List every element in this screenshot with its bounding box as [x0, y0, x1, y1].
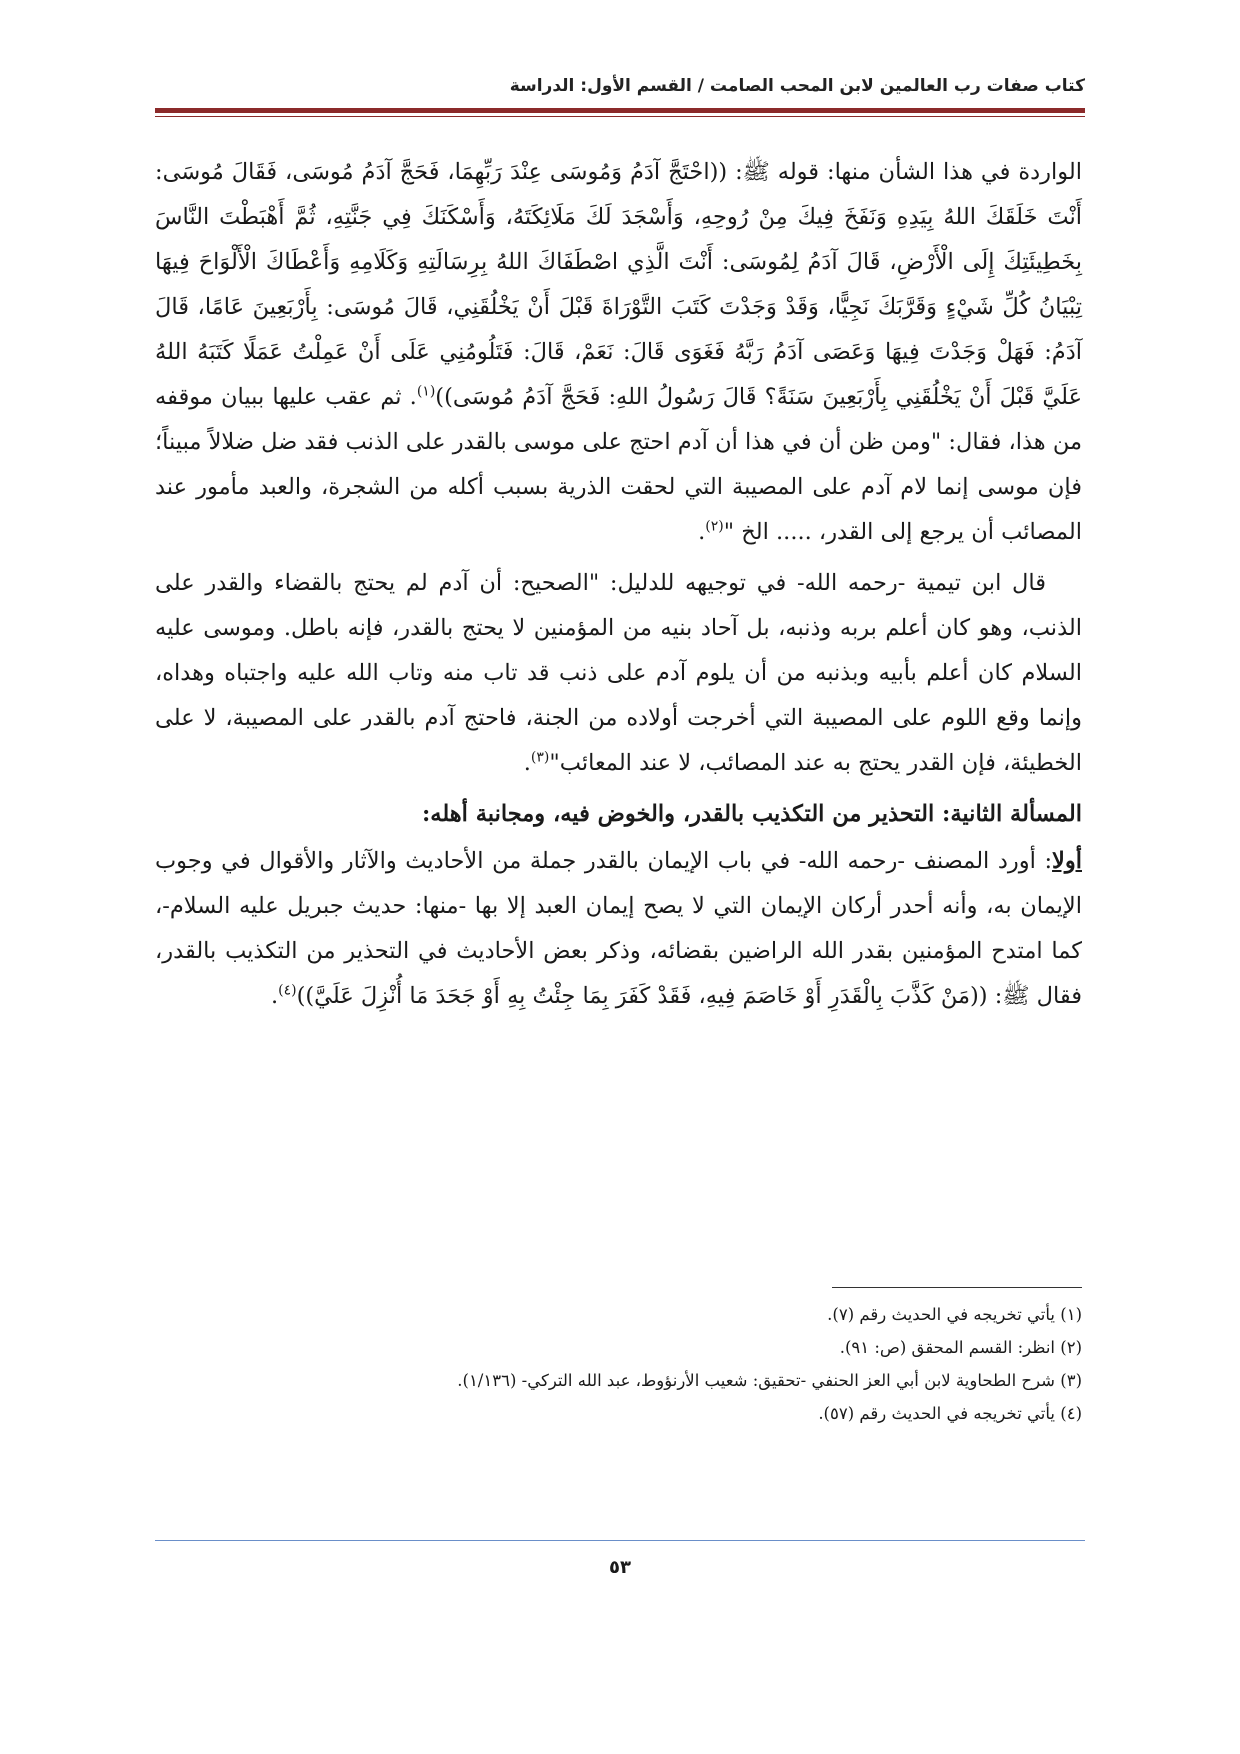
footnote-2: (٢) انظر: القسم المحقق (ص: ٩١). [839, 1338, 1082, 1357]
footnote-ref-4[interactable]: (٤) [278, 982, 297, 999]
hadith-quote-2: ((مَنْ كَذَّبَ بِالْقَدَرِ أَوْ خَاصَمَ فِيهِ، فَقَدْ كَفَرَ بِمَا جِئْتُ بِهِ أَوْ جَحَدَ مَا أُنْزِلَ عَلَيَّ)) [296, 983, 988, 1009]
footer-rule [155, 1540, 1085, 1541]
footnote-4: (٤) يأتي تخريجه في الحديث رقم (٥٧). [818, 1404, 1082, 1423]
footnote-ref-2[interactable]: (٢) [705, 518, 724, 535]
paragraph-3-end: . [270, 983, 279, 1009]
running-header-title: كتاب صفات رب العالمين لابن المحب الصامت / القسم الأول: الدراسة [509, 76, 1085, 96]
section-heading: المسألة الثانية: التحذير من التكذيب بالقدر، والخوض فيه، ومجانبة أهله: [421, 801, 1082, 827]
footnotes [155, 1298, 1082, 1430]
footnote-3: (٣) شرح الطحاوية لابن أبي العز الحنفي -تحقيق: شعيب الأرنؤوط، عبد الله التركي- (١/١٣٦). [457, 1371, 1082, 1390]
hadith-quote-1: ((احْتَجَّ آدَمُ وَمُوسَى عِنْدَ رَبِّهِمَا، فَحَجَّ آدَمُ مُوسَى، فَقَالَ مُوسَى: أَنْتَ خَلَقَكَ اللهُ بِيَدِهِ وَنَفَخَ فِيكَ مِنْ رُوحِهِ، وَأَسْجَدَ لَكَ مَلَائِكَتَهُ، وَأَسْكَنَكَ فِي جَنَّتِهِ، ثُمَّ أَهْبَطْتَ النَّاسَ بِخَطِيئَتِكَ إِلَى الْأَرْضِ، قَالَ آدَمُ لِمُوسَى: أَنْتَ الَّذِي اصْطَفَاكَ اللهُ بِرِسَالَتِهِ وَكَلَامِهِ وَأَعْطَاكَ الْأَلْوَاحَ فِيهَا تِبْيَانُ كُلِّ شَيْءٍ وَقَرَّبَكَ نَجِيًّا، وَقَدْ وَجَدْتَ كَتَبَ التَّوْرَاةَ قَبْلَ أَنْ يَخْلُقَنِي، قَالَ مُوسَى: بِأَرْبَعِينَ عَامًا، قَالَ آدَمُ: فَهَلْ وَجَدْتَ فِيهَا وَعَصَى آدَمُ رَبَّهُ فَغَوَى قَالَ: نَعَمْ، قَالَ: فَتَلُومُنِي عَلَى أَنْ عَمِلْتُ عَمَلًا كَتَبَهُ اللهُ عَلَيَّ قَبْلَ أَنْ يَخْلُقَنِي بِأَرْبَعِينَ سَنَةً؟ قَالَ رَسُولُ اللهِ: فَحَجَّ آدَمُ مُوسَى)) [155, 159, 1082, 410]
header-rule-thick [155, 108, 1085, 113]
footnote-separator [832, 1287, 1082, 1288]
paragraph-2-text: قال ابن تيمية -رحمه الله- في توجيهه للدليل: "الصحيح: أن آدم لم يحتج بالقضاء والقدر على الذنب، وهو كان أعلم بربه وذنبه، بل آحاد بنيه من المؤمنين لا يحتج بالقدر، فإنه باطل. وموسى عليه السلام كان أعلم بأبيه وبذنبه من أن يلوم آدم على ذنب قد تاب منه وتاب الله عليه واجتباه وهداه، وإنما وقع اللوم على المصيبة التي أخرجت أولاده من الجنة، فاحتج آدم بالقدر على المصيبة، لا على الخطيئة، فإن القدر يحتج به عند المصائب، لا عند المعائب" [155, 570, 1082, 776]
paragraph-1-end: . [698, 519, 706, 545]
paragraph-1 [155, 150, 1082, 555]
paragraph-1-intro: الواردة في هذا الشأن منها: قوله ﷺ: [727, 159, 1082, 185]
footnote-ref-1[interactable]: (١) [416, 383, 436, 400]
header-rule-thin [155, 116, 1085, 117]
main-text [155, 150, 1082, 1025]
paragraph-3-text: : أورد المصنف -رحمه الله- في باب الإيمان بالقدر جملة من الأحاديث والآثار والأقوال في وجوب الإيمان به، وأنه أحدر أركان الإيمان التي لا يصح إيمان العبد إلا بها -منها: حديث جبريل عليه السلام-، كما امتدح المؤمنين بقدر الله الراضين بقضائه، وذكر بعض الأحاديث في التحذير من التكذيب بالقدر، فقال ﷺ: [155, 848, 1082, 1009]
paragraph-3-lead: أولا [1052, 848, 1082, 874]
paragraph-2 [155, 561, 1082, 786]
paragraph-2-end: . [523, 750, 531, 776]
paragraph-3 [155, 839, 1082, 1019]
page-number: ٥٣ [609, 1557, 631, 1578]
footnote-1: (١) يأتي تخريجه في الحديث رقم (٧). [827, 1305, 1082, 1324]
paragraph-1-commentary: . ثم عقب عليها ببيان موقفه من هذا، فقال: "ومن ظن أن في هذا أن آدم احتج على موسى بالقدر على الذنب فقد ضل ضلالاً مبيناً؛ فإن موسى إنما لام آدم على المصيبة التي لحقت الذرية بسبب أكله من الشجرة، والعبد مأمور عند المصائب أن يرجع إلى القدر، ..... الخ " [155, 384, 1082, 545]
footnote-ref-3[interactable]: (٣) [530, 749, 550, 766]
